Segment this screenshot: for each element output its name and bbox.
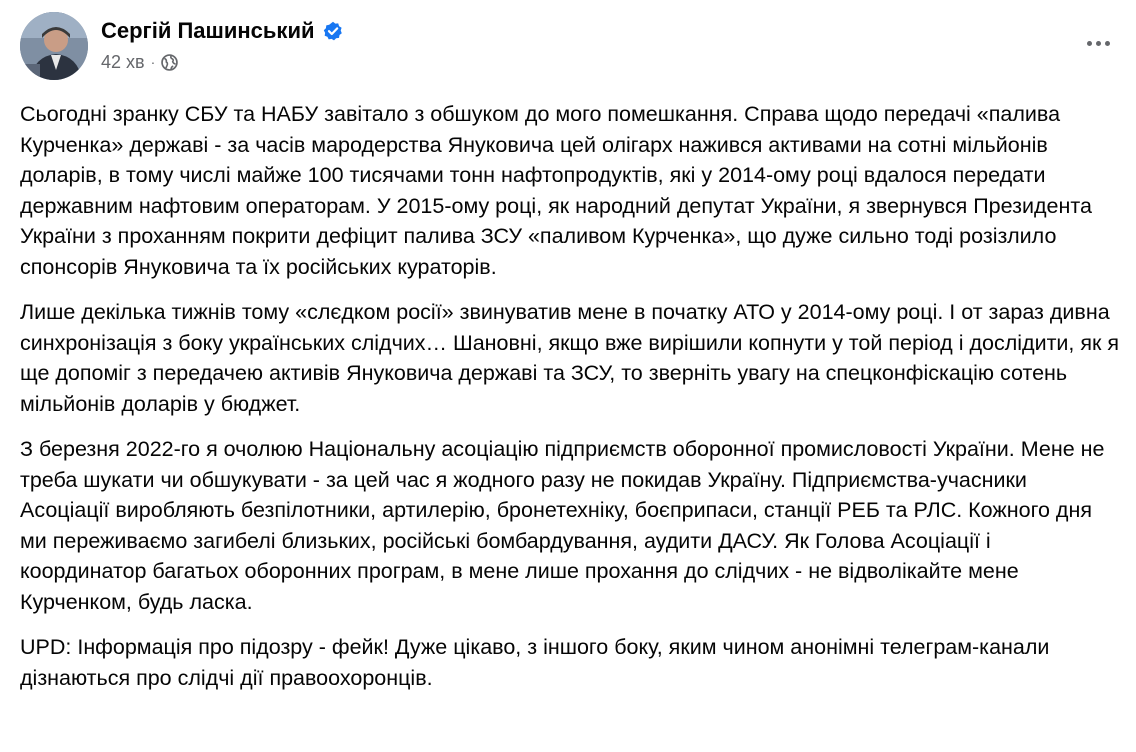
- post-header: [20, 12, 1116, 82]
- avatar-photo: [20, 12, 88, 80]
- post-paragraph-4: UPD: Інформація про підозру - фейк! Дуже цікаво, з іншого боку, яким чином анонімні телеграм-канали дізнаються про слідчі дії правоохоронців.: [20, 635, 1050, 690]
- meta-separator: ·: [150, 54, 156, 70]
- verified-badge-icon: [323, 21, 343, 41]
- post-meta: [101, 51, 178, 73]
- post-paragraph-2: Лише декілька тижнів тому «слєдком росії» звинуватив мене в початку АТО у 2014-ому році. І от зараз дивна синхронізація з боку українських слідчих… Шановні, якщо вже вирішили копнути у той період і дослідити, як я ще допоміг з передачею активів Януковича державі та ЗСУ, то зверніть увагу на спецконфіскацію сотень мільйонів доларів у бюджет.: [20, 300, 1120, 416]
- author-row: [101, 18, 343, 44]
- author-name[interactable]: Сергій Пашинський: [101, 18, 315, 43]
- more-options-icon[interactable]: [1082, 34, 1114, 52]
- post-body: [20, 99, 1120, 708]
- author-avatar[interactable]: [20, 12, 88, 80]
- post-paragraph-1: Сьогодні зранку СБУ та НАБУ завітало з обшуком до мого помешкання. Справа щодо передачі «палива Курченка» державі - за часів мародерства Януковича цей олігарх нажився активами на сотні мільйонів доларів, в тому числі майже 100 тисячами тонн нафтопродуктів, які у 2014-ому році вдалося передати державним нафтовим операторам. У 2015-ому році, як народний депутат України, я звернувся Президента України з проханням покрити дефіцит палива ЗСУ «паливом Курченка», що дуже сильно тоді розізлило спонсорів Януковича та їх російських кураторів.: [20, 102, 1092, 279]
- post-timestamp[interactable]: 42 хв: [101, 52, 145, 72]
- globe-icon[interactable]: [161, 54, 178, 71]
- post-paragraph-3: З березня 2022-го я очолюю Національну асоціацію підприємств оборонної промисловості України. Мене не треба шукати чи обшукувати - за цей час я жодного разу не покидав Україну. Підприємства-учасники Асоціації виробляють безпілотники, артилерію, бронетехніку, боєприпаси, станції РЕБ та РЛС. Кожного дня ми переживаємо загибелі близьких, російські бомбардування, аудити ДАСУ. Як Голова Асоціації і координатор багатьох оборонних програм, в мене лише прохання до слідчих - не відволікайте мене Курченком, будь ласка.: [20, 437, 1105, 614]
